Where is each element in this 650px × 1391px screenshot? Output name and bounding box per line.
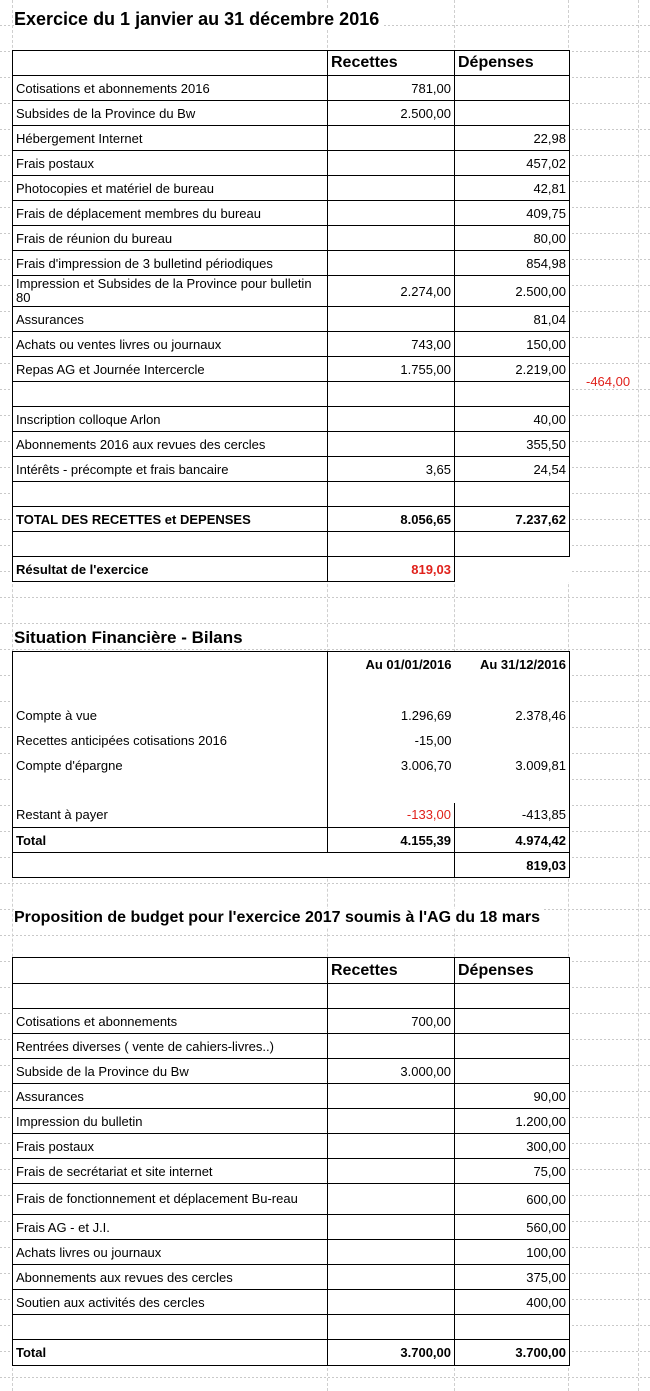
table-row (13, 1034, 570, 1059)
table-row (13, 101, 570, 126)
table-row (13, 1184, 570, 1215)
row-label: Impression du bulletin (13, 1109, 328, 1134)
row-depenses (455, 1034, 570, 1059)
row-label: Cotisations et abonnements 2016 (13, 76, 328, 101)
row-label: Assurances (13, 1084, 328, 1109)
row-label: Assurances (13, 307, 328, 332)
row-label: Frais d'impression de 3 bulletind périodiques (13, 251, 328, 276)
row-start: -15,00 (414, 732, 452, 748)
table-row (13, 332, 570, 357)
row-depenses: 2.219,00 (455, 357, 570, 382)
table-row (13, 1109, 570, 1134)
table-row (13, 432, 570, 457)
empty-cell (13, 652, 328, 678)
bilans-diff: 819,03 (455, 853, 570, 878)
bilans-total-end: 4.974,42 (455, 828, 570, 853)
empty-cell (13, 778, 328, 803)
row-label: Soutien aux activités des cercles (13, 1290, 328, 1315)
exercice-title: Exercice du 1 janvier au 31 décembre 2016 (14, 9, 383, 30)
table-row (13, 482, 570, 507)
row-recettes (328, 1240, 455, 1265)
row-recettes (328, 201, 455, 226)
table-row (13, 1059, 570, 1084)
row-depenses (455, 1009, 570, 1034)
row-depenses: 42,81 (455, 176, 570, 201)
row-depenses: 80,00 (455, 226, 570, 251)
table-row (13, 1315, 570, 1340)
row-recettes: 2.274,00 (328, 276, 455, 307)
row-recettes (328, 1265, 455, 1290)
table-row (13, 1265, 570, 1290)
row-label: Repas AG et Journée Intercercle (13, 357, 328, 382)
budget-header-recettes: Recettes (328, 958, 455, 984)
header-blank (13, 51, 328, 76)
row-end (455, 728, 570, 753)
table-row (13, 357, 570, 382)
row-recettes (328, 1215, 455, 1240)
row-depenses (455, 1059, 570, 1084)
row-recettes (328, 1290, 455, 1315)
row-recettes (328, 226, 455, 251)
row-end: 3.009,81 (455, 753, 570, 778)
row-recettes (328, 1134, 455, 1159)
row-depenses: 40,00 (455, 407, 570, 432)
row-label: Rentrées diverses ( vente de cahiers-livres..) (13, 1034, 328, 1059)
empty-cell (455, 984, 570, 1009)
row-depenses: 75,00 (455, 1159, 570, 1184)
row-recettes (328, 382, 455, 407)
table-row (13, 276, 570, 307)
row-label: Photocopies et matériel de bureau (13, 176, 328, 201)
header-blank (13, 958, 328, 984)
row-recettes: 700,00 (328, 1009, 455, 1034)
row-label: Abonnements aux revues des cercles (13, 1265, 328, 1290)
table-row (13, 226, 570, 251)
row-label: Frais de réunion du bureau (13, 226, 328, 251)
row-label: Subsides de la Province du Bw (13, 101, 328, 126)
table-row (13, 126, 570, 151)
resultat-label: Résultat de l'exercice (13, 557, 328, 582)
row-recettes: 3,65 (328, 457, 455, 482)
row-depenses: 854,98 (455, 251, 570, 276)
row-depenses (455, 482, 570, 507)
row-depenses: 457,02 (455, 151, 570, 176)
empty-cell (455, 678, 570, 703)
row-label: Frais postaux (13, 151, 328, 176)
row-end: 2.378,46 (455, 703, 570, 728)
budget-total-recettes: 3.700,00 (328, 1340, 455, 1366)
table-row (13, 1009, 570, 1034)
row-label: Achats ou ventes livres ou journaux (13, 332, 328, 357)
table-row (13, 1084, 570, 1109)
header-recettes: Recettes (328, 51, 455, 76)
row-label: Intérêts - précompte et frais bancaire (13, 457, 328, 482)
row-depenses: 2.500,00 (455, 276, 570, 307)
header-depenses: Dépenses (455, 51, 570, 76)
restant-label: Restant à payer (13, 803, 328, 828)
row-recettes: 3.000,00 (328, 1059, 455, 1084)
row-depenses: 375,00 (455, 1265, 570, 1290)
row-recettes (328, 1184, 455, 1215)
repas-difference: -464,00 (586, 374, 631, 389)
empty-cell (13, 984, 328, 1009)
bilans-title: Situation Financière - Bilans (14, 628, 247, 648)
row-recettes (328, 126, 455, 151)
empty-cell (455, 532, 570, 557)
row-label: Impression et Subsides de la Province pour bulletin 80 (13, 276, 328, 307)
empty-cell (328, 778, 455, 803)
exercice-table (12, 50, 570, 582)
row-recettes (328, 1315, 455, 1340)
row-label: Recettes anticipées cotisations 2016 (13, 728, 328, 753)
row-recettes (328, 251, 455, 276)
table-row (13, 382, 570, 407)
row-depenses: 600,00 (455, 1184, 570, 1215)
row-label: Frais de secrétariat et site internet (13, 1159, 328, 1184)
row-depenses: 400,00 (455, 1290, 570, 1315)
table-row (13, 76, 570, 101)
row-depenses: 409,75 (455, 201, 570, 226)
row-depenses: 22,98 (455, 126, 570, 151)
table-row (13, 728, 570, 753)
row-label: Frais de déplacement membres du bureau (13, 201, 328, 226)
budget-table (12, 957, 570, 1366)
row-recettes (328, 307, 455, 332)
row-recettes: 743,00 (328, 332, 455, 357)
table-row (13, 1240, 570, 1265)
row-start: 1.296,69 (400, 707, 452, 723)
table-row (13, 307, 570, 332)
empty-cell (13, 853, 328, 878)
row-recettes (328, 176, 455, 201)
row-label: Frais AG - et J.I. (13, 1215, 328, 1240)
empty-cell (13, 678, 328, 703)
table-row (13, 201, 570, 226)
table-row (13, 176, 570, 201)
row-depenses (455, 382, 570, 407)
row-label: Inscription colloque Arlon (13, 407, 328, 432)
row-depenses: 150,00 (455, 332, 570, 357)
row-recettes (328, 407, 455, 432)
row-recettes (328, 151, 455, 176)
budget-title: Proposition de budget pour l'exercice 2017 soumis à l'AG du 18 mars (14, 909, 544, 927)
row-recettes: 1.755,00 (328, 357, 455, 382)
empty-cell (328, 984, 455, 1009)
row-recettes: 781,00 (328, 76, 455, 101)
row-recettes (328, 1109, 455, 1134)
resultat-value: 819,03 (328, 557, 455, 582)
bilans-total-start: 4.155,39 (328, 828, 455, 853)
bilans-total-label: Total (13, 828, 328, 853)
empty-cell (328, 678, 455, 703)
header-start: Au 01/01/2016 (328, 652, 455, 678)
total-recettes: 8.056,65 (328, 507, 455, 532)
row-depenses: 24,54 (455, 457, 570, 482)
row-label: Frais de fonctionnement et déplacement Bu-reau (13, 1184, 328, 1215)
budget-header-depenses: Dépenses (455, 958, 570, 984)
row-label (13, 1315, 328, 1340)
row-label: Abonnements 2016 aux revues des cercles (13, 432, 328, 457)
empty-cell (455, 557, 570, 582)
row-recettes (328, 1034, 455, 1059)
empty-cell (328, 853, 455, 878)
restant-end: -413,85 (455, 803, 570, 828)
row-depenses: 560,00 (455, 1215, 570, 1240)
row-label: Achats livres ou journaux (13, 1240, 328, 1265)
table-row (13, 151, 570, 176)
bilans-table (12, 651, 570, 878)
row-depenses: 81,04 (455, 307, 570, 332)
empty-cell (13, 532, 328, 557)
row-depenses: 100,00 (455, 1240, 570, 1265)
table-row (13, 1215, 570, 1240)
header-end: Au 31/12/2016 (455, 652, 570, 678)
total-depenses: 7.237,62 (455, 507, 570, 532)
row-depenses: 355,50 (455, 432, 570, 457)
row-label: Subside de la Province du Bw (13, 1059, 328, 1084)
empty-cell (455, 778, 570, 803)
total-label: TOTAL DES RECETTES et DEPENSES (13, 507, 328, 532)
empty-cell (328, 532, 455, 557)
row-label: Compte à vue (13, 703, 328, 728)
row-label (13, 382, 328, 407)
table-row (13, 1290, 570, 1315)
row-label (13, 482, 328, 507)
table-row (13, 1134, 570, 1159)
row-depenses: 1.200,00 (455, 1109, 570, 1134)
row-depenses: 90,00 (455, 1084, 570, 1109)
restant-start: -133,00 (328, 803, 455, 828)
row-depenses (455, 101, 570, 126)
budget-total-label: Total (13, 1340, 328, 1366)
table-row (13, 703, 570, 728)
row-depenses (455, 1315, 570, 1340)
row-start: 3.006,70 (400, 757, 452, 773)
row-label: Hébergement Internet (13, 126, 328, 151)
table-row (13, 753, 570, 778)
row-recettes (328, 1159, 455, 1184)
table-row (13, 1159, 570, 1184)
row-depenses: 300,00 (455, 1134, 570, 1159)
row-depenses (455, 76, 570, 101)
table-row (13, 457, 570, 482)
table-row (13, 251, 570, 276)
row-label: Frais postaux (13, 1134, 328, 1159)
table-row (13, 407, 570, 432)
row-recettes (328, 432, 455, 457)
row-label: Compte d'épargne (13, 753, 328, 778)
row-recettes: 2.500,00 (328, 101, 455, 126)
row-label: Cotisations et abonnements (13, 1009, 328, 1034)
budget-total-depenses: 3.700,00 (455, 1340, 570, 1366)
row-recettes (328, 1084, 455, 1109)
row-recettes (328, 482, 455, 507)
